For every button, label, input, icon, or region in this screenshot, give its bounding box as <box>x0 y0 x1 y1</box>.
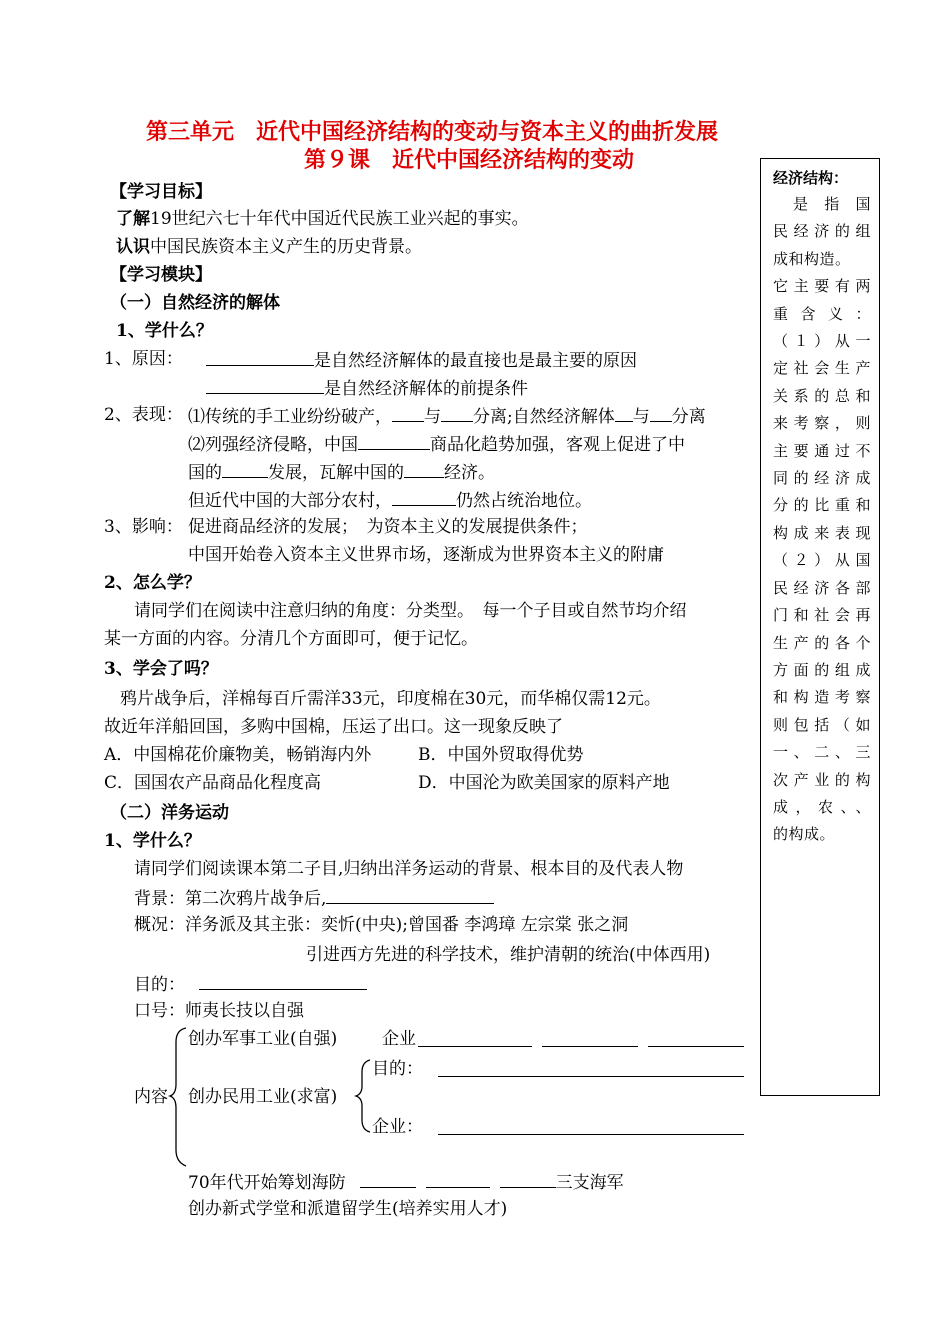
perf-3-text: 但近代中国的大部分农村， <box>188 491 392 511</box>
perf-2-text: 经济。 <box>444 463 495 483</box>
slogan: 口号：师夷长技以自强 <box>134 1001 304 1021</box>
answer-blank[interactable] <box>500 1170 556 1188</box>
cause-label: 1、原因： <box>104 349 183 369</box>
answer-blank[interactable] <box>426 1170 490 1188</box>
section-2-title: （二）洋务运动 <box>110 803 229 823</box>
perf-1-text: ⑴传统的手工业纷纷破产， <box>188 407 392 427</box>
background-label: 背景：第二次鸦片战争后, <box>134 889 327 909</box>
impact-1: 促进商品经济的发展； 为资本主义的发展提供条件； <box>188 517 588 537</box>
cause-2-text: 是自然经济解体的前提条件 <box>324 379 528 399</box>
sidebar-line: 门和社会再 <box>773 606 871 625</box>
navy-text: 三支海军 <box>555 1173 624 1193</box>
purpose-label: 目的： <box>134 975 185 995</box>
answer-blank[interactable] <box>648 1046 744 1047</box>
sidebar-line: 同的经济成 <box>773 469 871 488</box>
answer-blank[interactable] <box>438 1076 744 1077</box>
option-c[interactable]: C．国国农产品商品化程度高 <box>104 773 322 793</box>
perf-2-text: 商品化趋势加强，客观上促进了中 <box>430 435 685 455</box>
civil-industry: 创办民用工业(求富) <box>188 1087 338 1107</box>
option-b[interactable]: B．中国外贸取得优势 <box>418 745 584 765</box>
perf-label: 2、表现： <box>104 405 183 425</box>
answer-blank[interactable] <box>438 1134 744 1135</box>
military-industry: 创办军事工业(自强) <box>188 1029 338 1049</box>
how-learn-text-2: 某一方面的内容。分清几个方面即可，便于记忆。 <box>104 629 478 649</box>
answer-blank[interactable] <box>360 1170 416 1188</box>
sidebar-line: 成，农、、 <box>773 797 871 816</box>
question-text-2: 故近年洋船回国，多购中国棉，压运了出口。这一现象反映了 <box>104 717 563 737</box>
how-learn-heading: 2、怎么学？ <box>104 573 201 593</box>
civil-purpose-label: 目的： <box>372 1059 423 1079</box>
perf-2-text: 国的 <box>188 463 222 483</box>
section-2-intro: 请同学们阅读课本第二子目,归纳出洋务运动的背景、根本目的及代表人物 <box>134 859 684 879</box>
content-label: 内容 <box>134 1087 168 1107</box>
impact-label: 3、影响： <box>104 517 183 537</box>
sidebar-line: 关系的总和 <box>773 386 871 405</box>
how-learn-text-1: 请同学们在阅读中注意归纳的角度：分类型。 每一个子目或自然节均介绍 <box>134 601 687 621</box>
unit-title: 第三单元 近代中国经济结构的变动与资本主义的曲折发展 <box>146 119 719 145</box>
sidebar-line: 分的比重和 <box>773 496 871 515</box>
perf-3-text: 仍然占统治地位。 <box>456 491 592 511</box>
sidebar-line: 生产的各个 <box>773 633 871 652</box>
sidebar-line: 则包括（如 <box>773 715 871 734</box>
sidebar-line: 是 指 国 <box>793 195 871 213</box>
sidebar-line: 的构成。 <box>773 825 836 844</box>
sidebar-line: 来考察，则 <box>773 414 871 433</box>
modules-heading: 【学习模块】 <box>110 265 212 285</box>
answer-blank[interactable] <box>418 1046 532 1047</box>
option-d[interactable]: D．中国沦为欧美国家的原料产地 <box>418 773 670 793</box>
lesson-title: 第９课 近代中国经济结构的变动 <box>304 147 635 173</box>
perf-2-text: 发展，瓦解中国的 <box>268 463 404 483</box>
learned-heading: 3、学会了吗？ <box>104 659 218 679</box>
learn-what-2-heading: 1、学什么？ <box>104 831 201 851</box>
cause-1-text: 是自然经济解体的最直接也是最主要的原因 <box>314 351 637 371</box>
perf-2-text: ⑵列强经济侵略，中国 <box>188 435 358 455</box>
objective-2-text: 中国民族资本主义产生的历史背景。 <box>150 237 422 257</box>
navy-line <box>188 1170 624 1194</box>
sidebar-line: （２）从国 <box>773 551 871 570</box>
answer-blank[interactable] <box>542 1046 638 1047</box>
civil-enterprise-label: 企业： <box>372 1117 423 1137</box>
sidebar-line: 构成来表现 <box>773 523 871 542</box>
sidebar-line: 主要通过不 <box>773 441 871 460</box>
sidebar-heading: 经济结构： <box>773 169 849 187</box>
sidebar-line: （１）从一 <box>773 332 871 351</box>
objective-1-key: 了解 <box>116 209 150 229</box>
sidebar-line: 方面的组成 <box>773 660 871 679</box>
sidebar-line: 和构造考察 <box>773 688 871 707</box>
sidebar-line: 它主要有两 <box>773 277 871 296</box>
perf-1-text: 分离 <box>671 407 706 427</box>
perf-1-text: 与 <box>632 407 650 427</box>
objective-1-text: 19世纪六七十年代中国近代民族工业兴起的事实。 <box>150 209 529 229</box>
overview-line-2: 引进西方先进的科学技术，维护清朝的统治(中体西用) <box>306 945 711 965</box>
objectives-heading: 【学习目标】 <box>110 182 212 202</box>
question-text-1: 鸦片战争后，洋棉每百斤需洋33元，印度棉在30元，而华棉仅需12元。 <box>120 689 661 709</box>
objective-2-key: 认识 <box>116 237 150 257</box>
sidebar-line: 重 含 义 ： <box>773 304 871 323</box>
learn-what-heading: 1、学什么？ <box>116 321 213 341</box>
military-enterprise-label: 企业 <box>382 1029 416 1049</box>
sidebar-line: 定社会生产 <box>773 359 871 378</box>
overview-line: 概况：洋务派及其主张：奕忻(中央);曾国番 李鸿璋 左宗棠 张之洞 <box>134 915 629 935</box>
impact-2: 中国开始卷入资本主义世界市场，逐渐成为世界资本主义的附庸 <box>188 545 664 565</box>
sidebar-line: 民经济的组 <box>773 222 871 241</box>
perf-1-text: 与 <box>424 407 441 427</box>
sidebar-line: 民经济各部 <box>773 578 871 597</box>
section-1-title: （一）自然经济的解体 <box>110 293 280 313</box>
sidebar-line: 一、二、三 <box>773 743 871 762</box>
schools-line: 创办新式学堂和派遣留学生(培养实用人才) <box>188 1199 508 1219</box>
perf-1-text: 分离;自然经济解体 <box>473 407 615 427</box>
navy-text: 70年代开始筹划海防 <box>188 1173 346 1193</box>
sidebar-line: 次产业的构 <box>773 770 871 789</box>
option-a[interactable]: A．中国棉花价廉物美，畅销海内外 <box>104 745 372 765</box>
sidebar-line: 成和构造。 <box>773 249 851 268</box>
